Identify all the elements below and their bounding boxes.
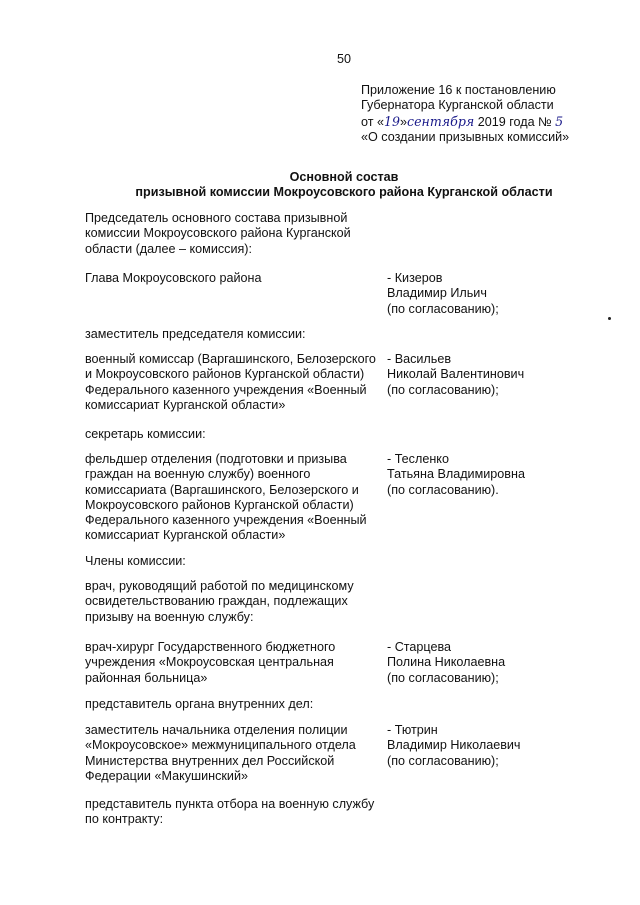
- annex-line-1: Приложение 16 к постановлению: [361, 83, 556, 97]
- deputy-header: заместитель председателя комиссии:: [85, 327, 306, 341]
- handwritten-number: 5: [555, 113, 564, 129]
- doctor-name: - Старцева Полина Николаевна (по согласованию);: [387, 640, 506, 685]
- annex-line-3: [361, 114, 569, 130]
- annex-line-2: Губернатора Курганской области: [361, 98, 554, 113]
- title-line-2: призывной комиссии Мокроусовского района Курганской области: [135, 185, 553, 200]
- deputy-name: - Васильев Николай Валентинович (по согласованию);: [387, 352, 525, 397]
- annex-header: [361, 83, 569, 145]
- chairman-name: - Кизеров Владимир Ильич (по согласованию);: [387, 271, 499, 316]
- handwritten-day: 19: [384, 113, 401, 129]
- members-header: Члены комиссии:: [85, 554, 186, 568]
- doctor-position: врач-хирург Государственного бюджетного учреждения «Мокроусовская центральная районная больница»: [85, 640, 336, 685]
- page-number: 50: [336, 52, 351, 66]
- police-name: - Тютрин Владимир Николаевич (по согласованию);: [387, 723, 521, 768]
- chairman-position: Глава Мокроусовского района: [85, 271, 262, 285]
- police-header: представитель органа внутренних дел:: [85, 697, 314, 711]
- secretary-name: - Тесленко Татьяна Владимировна (по согласованию).: [387, 452, 525, 497]
- annex-year: 2019 года №: [474, 114, 556, 129]
- scan-speck: [608, 317, 611, 320]
- chairman-header: Председатель основного состава призывной комиссии Мокроусовского района Курганской области (далее – комиссия):: [85, 211, 351, 256]
- contract-header: представитель пункта отбора на военную службу по контракту:: [85, 797, 375, 827]
- handwritten-month: сентября: [407, 113, 475, 129]
- annex-line-4: «О создании призывных комиссий»: [361, 129, 570, 144]
- title-line-1: Основной состав: [289, 170, 399, 184]
- police-position: заместитель начальника отделения полиции «Мокроусовское» межмуниципального отдела Министерства внутренних дел Российской Федерации «Макушинский»: [85, 723, 356, 783]
- annex-date-prefix: от «: [361, 114, 384, 129]
- doctor-header: врач, руководящий работой по медицинскому освидетельствованию граждан, подлежащих призыву на военную службу:: [85, 579, 354, 624]
- deputy-position: военный комиссар (Варгашинского, Белозерского и Мокроусовского районов Курганской области) Федерального казенного учреждения «Военный комиссариат Курганской области»: [85, 352, 376, 412]
- secretary-position: фельдшер отделения (подготовки и призыва граждан на военную службу) военного комиссариата (Варгашинского, Белозерского и Мокроусовского районов Курганской области) Федерального казенного учреждения «Военный комиссариат Курганской области»: [85, 452, 367, 543]
- document-title: [0, 170, 640, 201]
- secretary-header: секретарь комиссии:: [85, 427, 206, 441]
- annex-date-mid: »: [400, 114, 408, 129]
